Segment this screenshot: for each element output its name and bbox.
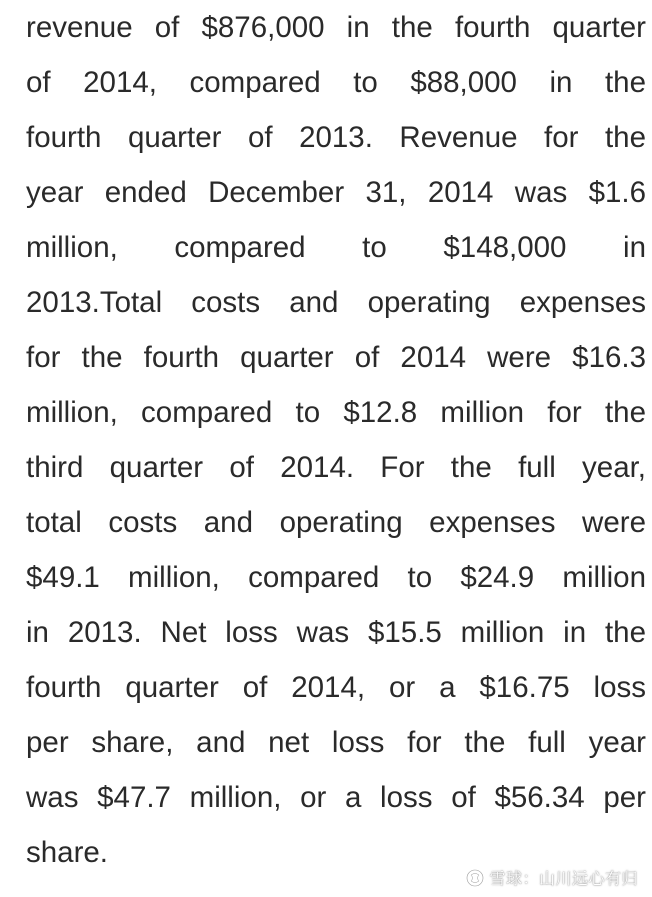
watermark-text: 雪球：山川远心有归 — [489, 869, 638, 888]
snowball-logo-icon — [465, 868, 485, 888]
text-line: for the fourth quarter of 2014 were $16.3 — [26, 341, 646, 374]
text-line: year ended December 31, 2014 was $1.6 — [26, 176, 646, 209]
watermark — [465, 866, 638, 889]
text-line: $49.1 million, compared to $24.9 million — [26, 561, 646, 594]
text-line: third quarter of 2014. For the full year, — [26, 451, 646, 484]
text-line: share. — [26, 836, 108, 869]
text-line: fourth quarter of 2013. Revenue for the — [26, 121, 646, 154]
text-line: in 2013. Net loss was $15.5 million in the — [26, 616, 646, 649]
text-line: of 2014, compared to $88,000 in the — [26, 66, 646, 99]
text-line: total costs and operating expenses were — [26, 506, 646, 539]
text-line: revenue of $876,000 in the fourth quarter — [26, 11, 646, 44]
text-line: was $47.7 million, or a loss of $56.34 per — [26, 781, 646, 814]
text-line: million, compared to $148,000 in — [26, 231, 646, 264]
text-line: million, compared to $12.8 million for the — [26, 396, 646, 429]
text-line: per share, and net loss for the full year — [26, 726, 646, 759]
text-line: fourth quarter of 2014, or a $16.75 loss — [26, 671, 646, 704]
article-body — [26, 0, 646, 880]
text-line: 2013.Total costs and operating expenses — [26, 286, 646, 319]
